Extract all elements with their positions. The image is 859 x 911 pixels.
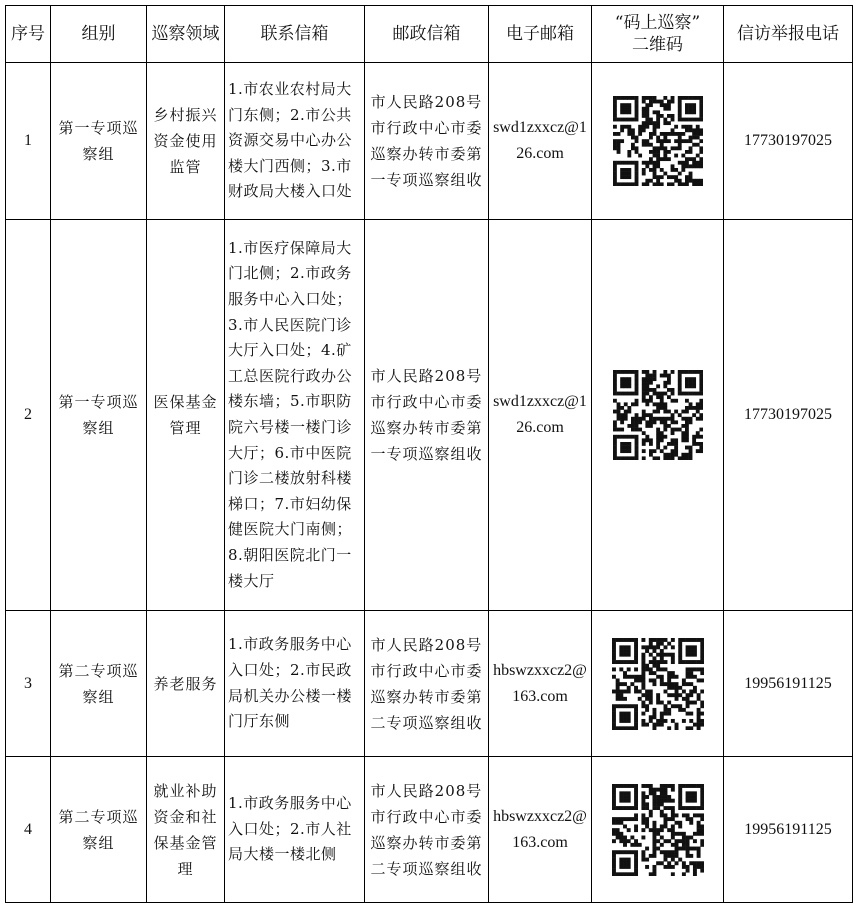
row-area: 医保基金管理 [147,220,225,611]
qr-code-icon [612,784,704,876]
row-qr [592,220,724,611]
header-qr [592,6,724,63]
header-qr-line1: “码上巡察” [614,13,701,33]
row-post: 市人民路208号市行政中心市委巡察办转市委第二专项巡察组收 [365,611,489,757]
row-mailbox: 1.市政务服务中心入口处；2.市民政局机关办公楼一楼门厅东侧 [225,611,365,757]
row-qr [592,757,724,903]
header-seq: 序号 [6,6,51,63]
row-qr [592,611,724,757]
row-email: swd1zxxcz@126.com [489,63,592,220]
row-email: hbswzxxcz2@163.com [489,757,592,903]
header-area: 巡察领域 [147,6,225,63]
header-phone: 信访举报电话 [724,6,853,63]
qr-code-icon [613,370,703,460]
row-phone: 19956191125 [724,757,853,903]
row-phone: 17730197025 [724,220,853,611]
row-area: 养老服务 [147,611,225,757]
table-row [6,63,853,220]
row-phone: 17730197025 [724,63,853,220]
inspection-contact-table [5,5,853,903]
table-row [6,220,853,611]
page [5,5,853,903]
row-phone: 19956191125 [724,611,853,757]
header-mailbox: 联系信箱 [225,6,365,63]
row-post: 市人民路208号市行政中心市委巡察办转市委第一专项巡察组收 [365,220,489,611]
row-qr [592,63,724,220]
row-group: 第一专项巡察组 [51,63,147,220]
qr-code-icon [612,638,704,730]
row-area: 乡村振兴资金使用监管 [147,63,225,220]
row-area: 就业补助资金和社保基金管理 [147,757,225,903]
row-seq: 3 [6,611,51,757]
row-group: 第二专项巡察组 [51,611,147,757]
header-group: 组别 [51,6,147,63]
row-email: hbswzxxcz2@163.com [489,611,592,757]
table-row [6,611,853,757]
header-post: 邮政信箱 [365,6,489,63]
row-seq: 4 [6,757,51,903]
row-group: 第二专项巡察组 [51,757,147,903]
row-mailbox: 1.市医疗保障局大门北侧；2.市政务服务中心入口处；3.市人民医院门诊大厅入口处；4.矿工总医院行政办公楼东墙；5.市职防院六号楼一楼门诊大厅；6.市中医院门诊二楼放射科楼梯口；7.市妇幼保健医院大门南侧；8.朝阳医院北门一楼大厅 [225,220,365,611]
row-email: swd1zxxcz@126.com [489,220,592,611]
row-mailbox: 1.市农业农村局大门东侧；2.市公共资源交易中心办公楼大门西侧；3.市财政局大楼入口处 [225,63,365,220]
row-post: 市人民路208号市行政中心市委巡察办转市委第二专项巡察组收 [365,757,489,903]
row-mailbox: 1.市政务服务中心入口处；2.市人社局大楼一楼北侧 [225,757,365,903]
header-email: 电子邮箱 [489,6,592,63]
row-seq: 1 [6,63,51,220]
row-seq: 2 [6,220,51,611]
header-qr-line2: 二维码 [632,35,683,55]
row-group: 第一专项巡察组 [51,220,147,611]
header-row [6,6,853,63]
table-row [6,757,853,903]
qr-code-icon [613,96,703,186]
row-post: 市人民路208号市行政中心市委巡察办转市委第一专项巡察组收 [365,63,489,220]
